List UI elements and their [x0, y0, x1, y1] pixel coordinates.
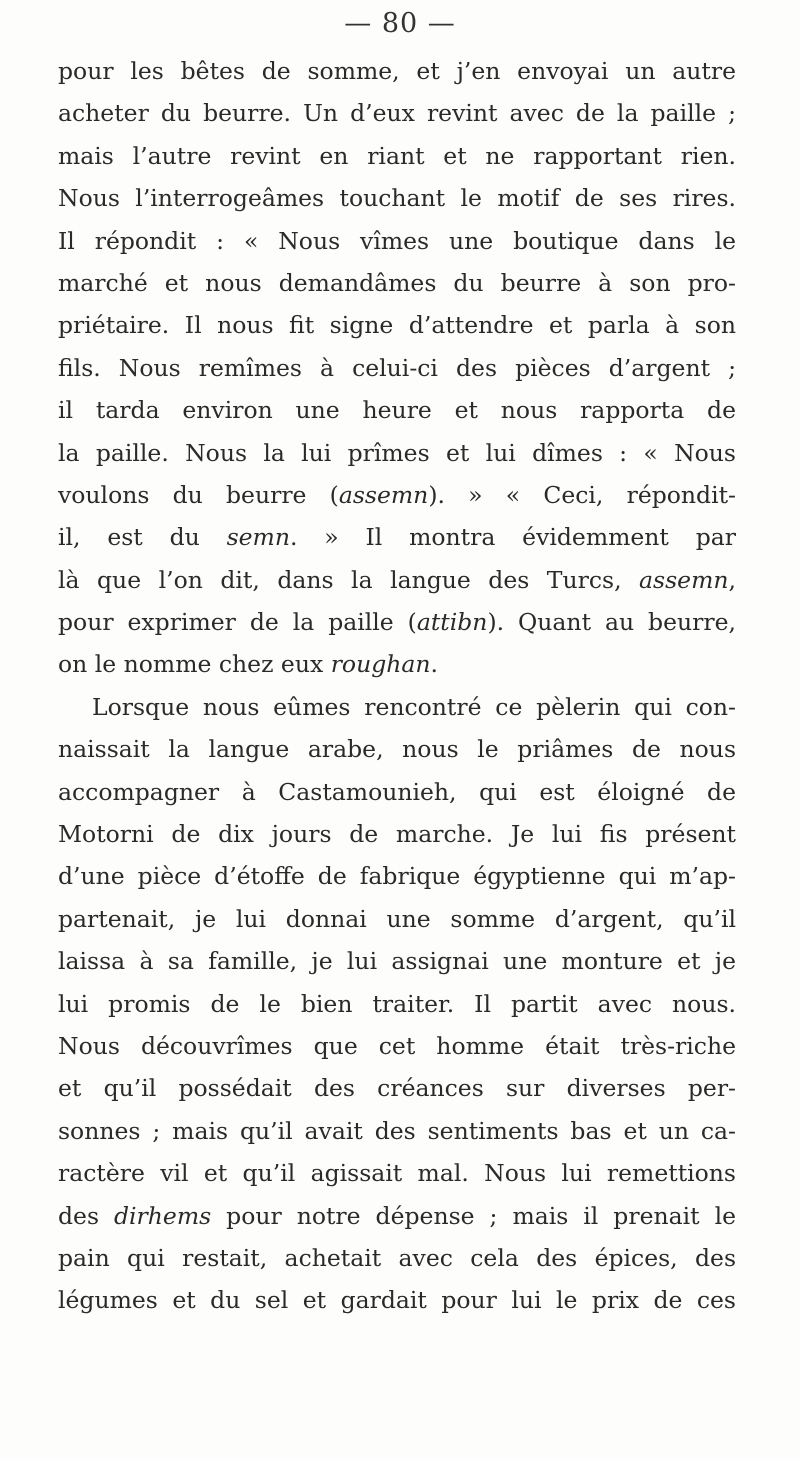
text-segment: Nous l’interrogeâmes touchant le motif de ses rires.	[58, 184, 736, 213]
text-segment: pour les bêtes de somme, et j’en envoyai un autre	[58, 57, 736, 85]
text-line	[58, 940, 736, 982]
text-segment: Nous découvrîmes que cet homme était très-riche	[58, 1031, 736, 1060]
page-number: — 80 —	[344, 8, 456, 39]
text-segment: ,	[728, 565, 736, 594]
text-line	[58, 220, 736, 262]
text-line	[58, 728, 736, 770]
text-line	[58, 516, 736, 558]
text-line	[58, 177, 736, 219]
text-segment: d’une pièce d’étoffe de fabrique égyptienne qui m’ap-	[58, 862, 736, 891]
text-line	[58, 92, 736, 134]
text-line	[58, 1195, 736, 1237]
text-segment: sonnes ; mais qu’il avait des sentiments bas et un ca-	[58, 1116, 736, 1145]
text-line	[58, 1025, 736, 1067]
text-line	[58, 559, 736, 601]
text-line	[58, 813, 736, 855]
text-line	[58, 1067, 736, 1109]
text-segment: pour notre dépense ; mais il prenait le	[211, 1201, 736, 1230]
text-segment: la paille. Nous la lui prîmes et lui dîmes : « Nous	[58, 438, 736, 467]
text-segment: ). Quant au beurre,	[487, 608, 736, 637]
text-segment: ractère vil et qu’il agissait mal. Nous lui remettions	[58, 1159, 736, 1188]
italic-term: assemn	[639, 565, 729, 594]
text-line	[58, 1152, 736, 1194]
italic-term: attibn	[416, 608, 488, 637]
italic-term: assemn	[338, 480, 429, 509]
text-line	[58, 855, 736, 897]
text-segment: et qu’il possédait des créances sur diverses per-	[58, 1074, 736, 1103]
text-line	[58, 135, 736, 177]
italic-term: semn	[226, 523, 290, 552]
italic-term: roughan	[330, 650, 431, 679]
body-text	[58, 50, 736, 1322]
text-segment: là que l’on dit, dans la langue des Turcs,	[58, 565, 640, 594]
text-segment: mais l’autre revint en riant et ne rapportant rien.	[58, 141, 736, 170]
text-segment: marché et nous demandâmes du beurre à son pro-	[58, 268, 736, 297]
text-segment: pain qui restait, achetait avec cela des épices, des	[58, 1243, 736, 1272]
text-line	[58, 643, 736, 685]
text-segment: légumes et du sel et gardait pour lui le prix de ces	[58, 1286, 736, 1315]
text-line	[58, 1279, 736, 1321]
text-segment: il, est du	[58, 523, 227, 552]
text-line	[58, 347, 736, 389]
text-segment: voulons du beurre (	[58, 480, 339, 509]
text-line	[58, 304, 736, 346]
italic-term: dirhems	[114, 1201, 212, 1230]
text-line	[58, 474, 736, 516]
text-segment: priétaire. Il nous fit signe d’attendre et parla à son	[58, 311, 736, 340]
text-segment: Lorsque nous eûmes rencontré ce pèlerin qui con-	[92, 692, 736, 721]
text-segment: Il répondit : « Nous vîmes une boutique dans le	[58, 226, 736, 255]
text-segment: lui promis de le bien traiter. Il partit avec nous.	[58, 989, 736, 1018]
text-line	[58, 1237, 736, 1279]
text-line	[58, 898, 736, 940]
text-line	[58, 432, 736, 474]
text-segment: pour exprimer de la paille (	[58, 608, 417, 637]
text-segment: on le nomme chez eux	[58, 650, 331, 679]
text-line	[58, 389, 736, 431]
text-segment: accompagner à Castamounieh, qui est éloigné de	[58, 777, 736, 806]
text-segment: . » Il montra évidemment par	[289, 523, 736, 552]
text-segment: il tarda environ une heure et nous rapporta de	[58, 396, 736, 425]
text-line	[58, 686, 736, 728]
text-segment: .	[430, 650, 439, 679]
text-segment: des	[58, 1201, 114, 1230]
text-line	[58, 50, 736, 92]
text-segment: acheter du beurre. Un d’eux revint avec de la paille ;	[58, 99, 736, 128]
text-line	[58, 983, 736, 1025]
text-segment: ). » « Ceci, répondit-	[428, 480, 736, 509]
text-line	[58, 1110, 736, 1152]
text-segment: Motorni de dix jours de marche. Je lui fis présent	[58, 820, 736, 849]
text-segment: partenait, je lui donnai une somme d’argent, qu’il	[58, 904, 736, 933]
text-line	[58, 771, 736, 813]
text-segment: laissa à sa famille, je lui assignai une monture et je	[58, 947, 736, 976]
text-segment: naissait la langue arabe, nous le priâmes de nous	[58, 735, 736, 764]
text-segment: fils. Nous remîmes à celui-ci des pièces d’argent ;	[58, 353, 736, 382]
text-line	[58, 262, 736, 304]
text-line	[58, 601, 736, 643]
